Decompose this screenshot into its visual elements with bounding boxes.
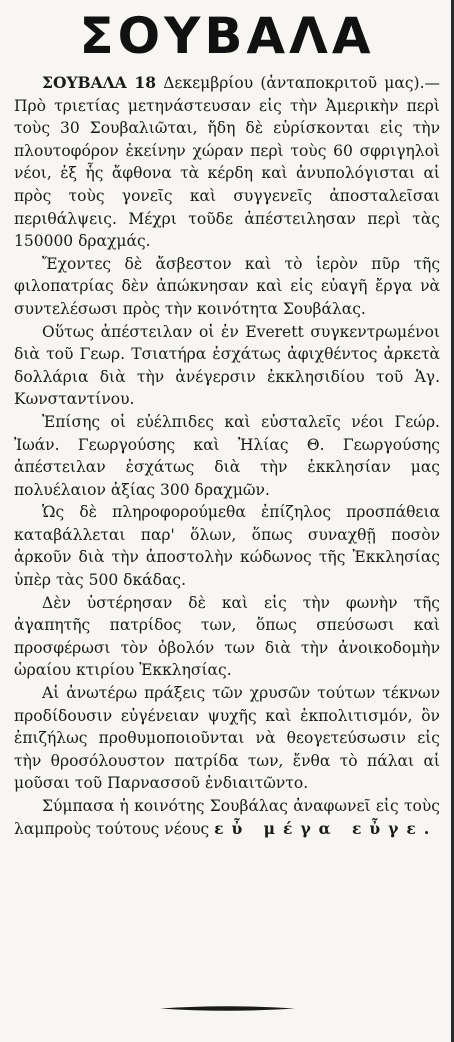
paragraph: Δὲν ὑστέρησαν δὲ καὶ εἰς τὴν φωνὴν τῆς ἀγαπητῆς πατρίδος των, ὅπως σπεύσωσι καὶ προσφέρωσι τὸν ὀβολόν των διὰ τὴν ἀνοικοδομὴν ὡραίου κτιρίου Ἐκκλησίας. [14, 593, 440, 680]
paragraph-dateline [14, 72, 440, 253]
paragraph: Αἱ ἀνωτέρω πράξεις τῶν χρυσῶν τούτων τέκνων προδίδουσιν εὐγένειαν ψυχῆς καὶ ἐκπολιτισμόν, ὃν ἐπιζήλως προθυμοποιοῦνται νὰ θεογετεύσωσιν εἰς τὴν θροσόλουστον πατρίδα των, ἔνθα τὸ πάλαι αἱ μοῦσαι τοῦ Παρνασσοῦ ἐνδιαιτῶντο. [14, 684, 440, 793]
dateline: ΣΟΥΒΑΛΑ 18 [42, 73, 156, 92]
article-body [14, 72, 440, 840]
headline: ΣΟΥΒΑΛΑ [79, 7, 375, 65]
end-rule-ornament [160, 1005, 295, 1012]
paragraph-text: Δεκεμβρίου (ἀνταποκριτοῦ μας).— Πρὸ τριετίας μετηνάστευσαν εἰς τὴν Ἀμερικὴν περὶ τοὺς 30 Σουβαλιῶται, ἤδη δὲ εὑρίσκονται εἰς τὴν πλουτοφόρον ἐκείνην χώραν περὶ τοὺς 60 σφριγηλοὶ νέοι, ἐξ ἧς ἄφθονα τὰ κέρδη καὶ ἀνυπολόγισται αἱ πρὸς τοὺς γονεῖς καὶ συγγενεῖς ἀποσταλεῖσαι περιθάλψεις. Μέχρι τοῦδε ἀπέστειλησαν περὶ τὰς 150000 δραχμάς. [14, 74, 440, 251]
paragraph: Ἔχοντες δὲ ἄσβεστον καὶ τὸ ἱερὸν πῦρ τῆς φιλοπατρίας δὲν ἀπώκνησαν καὶ εἰς εὐαγῆ ἔργα νὰ συντελέσωσι πρὸς τὴν κοινότητα Σουβάλας. [14, 254, 440, 318]
paragraph: Ἐπίσης οἱ εὐέλπιδες καὶ εὐσταλεῖς νέοι Γεώρ. Ἰωάν. Γεωργούσης καὶ Ἠλίας Θ. Γεωργούσης ἀπέστειλαν ἐσχάτως διὰ τὴν ἐκκλησίαν μας πολυέλαιον ἀξίας 300 δραχμῶν. [14, 412, 440, 499]
closing-exclamation: εὖ μέγα εὖγε. [214, 818, 438, 838]
paragraph: Ὡς δὲ πληροφορούμεθα ἐπίζηλος προσπάθεια καταβάλλεται παρ' ὅλων, ὅπως συναχθῇ ποσὸν ἀρκοῦν διὰ τὴν ἀποστολὴν κώδωνος τῆς Ἐκκλησίας ὑπὲρ τὰς 500 δκάδας. [14, 503, 440, 590]
paragraph-closing [14, 795, 440, 840]
paragraph-text: Σύμπασα ἡ κοινότης Σουβάλας ἀναφωνεῖ εἰς τοὺς λαμπροὺς τούτους νέους [14, 797, 440, 838]
paragraph: Οὕτως ἀπέστειλαν οἱ ἐν Everett συγκεντρωμένοι διὰ τοῦ Γεωρ. Τσιατήρα ἐσχάτως ἀφιχθέντος ἀρκετὰ δολλάρια διὰ τὴν ἀνέγερσιν ἐκκλησιδίου τοῦ Ἁγ. Κωνσταντίνου. [14, 322, 440, 409]
